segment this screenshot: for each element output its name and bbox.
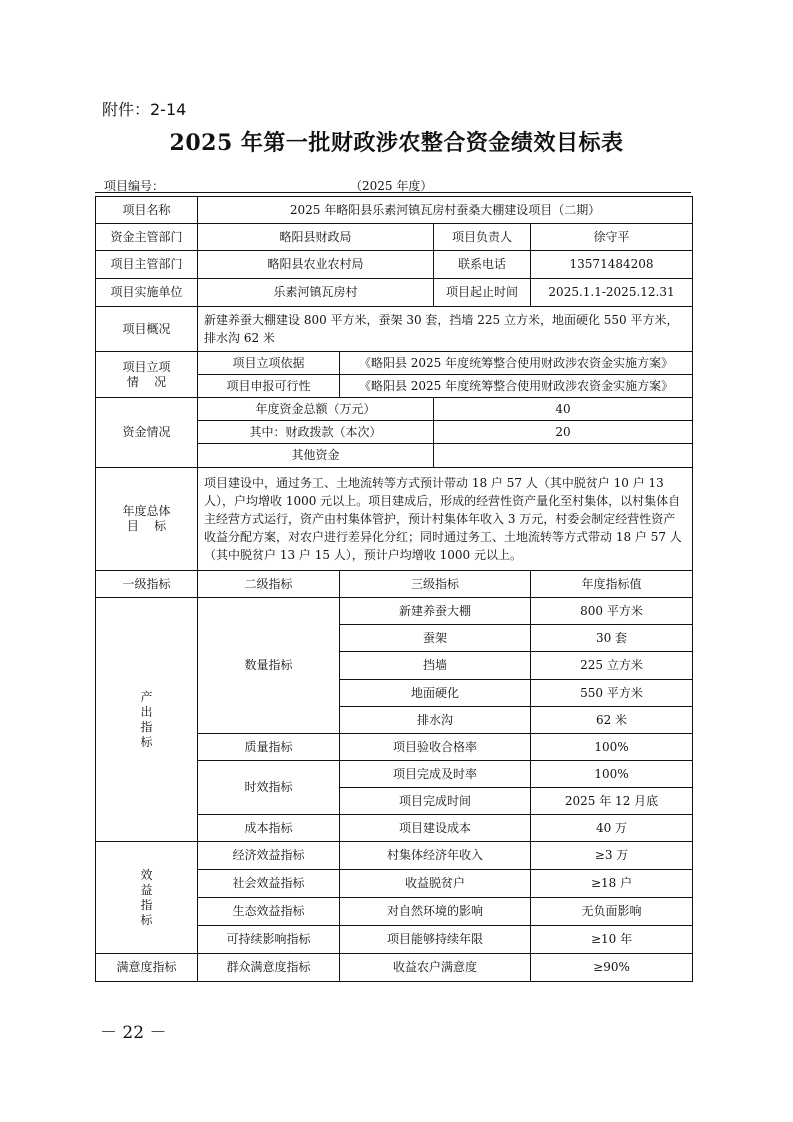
output-label-char: 标	[140, 734, 153, 749]
indicator-name: 项目建设成本	[340, 815, 531, 842]
satisfaction-level1-label: 满意度指标	[96, 954, 198, 982]
indicator-name: 村集体经济年收入	[340, 842, 531, 870]
page-title: 2025 年第一批财政涉农整合资金绩效目标表	[169, 130, 624, 156]
project-dept-value: 略阳县农业农村局	[198, 251, 434, 279]
annual-goal-value: 项目建设中，通过务工、土地流转等方式预计带动 18 户 57 人（其中脱贫户 10 户 13 人），户均增收 1000 元以上。项目建成后，形成的经营性资产量化至村集体，以村集体自主经营方式运行，资产由村集体管护，预计村集体年收入 3 万元，村委会制定经营性资产收益分配方案，对农户进行差异化分红；同时通过务工、土地流转等方式带动 18 户 57 人（其中脱贫户 13 户 15 人），预计户均增收 1000 元以上。	[198, 468, 693, 571]
approval-basis-value: 《略阳县 2025 年度统筹整合使用财政涉农资金实施方案》	[340, 352, 693, 375]
indicator-value: 30 套	[531, 625, 693, 652]
period-label: 项目起止时间	[434, 279, 531, 307]
other-funds-label: 其他资金	[198, 444, 434, 468]
table-row	[96, 842, 693, 870]
table-row	[96, 398, 693, 421]
indicator-name: 蚕架	[340, 625, 531, 652]
fiscal-funds-value: 20	[434, 421, 693, 444]
social-indicator-label: 社会效益指标	[198, 870, 340, 898]
indicator-name: 对自然环境的影响	[340, 898, 531, 926]
indicator-name: 项目验收合格率	[340, 734, 531, 761]
indicator-header-row	[96, 571, 693, 598]
indicator-name: 项目完成及时率	[340, 761, 531, 788]
eco-indicator-label: 生态效益指标	[198, 898, 340, 926]
page-number: － 22 －	[100, 1023, 167, 1043]
indicator-name: 项目能够持续年限	[340, 926, 531, 954]
project-name-label: 项目名称	[96, 197, 198, 224]
funds-label: 资金情况	[96, 398, 198, 468]
output-label-char: 出	[140, 704, 153, 719]
indicator-value: ≥18 户	[531, 870, 693, 898]
year-label: （2025 年度）	[350, 179, 433, 193]
phone-label: 联系电话	[434, 251, 531, 279]
impl-unit-label: 项目实施单位	[96, 279, 198, 307]
overview-label: 项目概况	[96, 307, 198, 352]
indicator-value: 225 立方米	[531, 652, 693, 680]
indicator-name: 地面硬化	[340, 680, 531, 707]
sustain-indicator-label: 可持续影响指标	[198, 926, 340, 954]
column-header: 三级指标	[340, 571, 531, 598]
indicator-value: 2025 年 12 月底	[531, 788, 693, 815]
output-indicator-label	[96, 598, 198, 842]
approval-basis-label: 项目立项依据	[198, 352, 340, 375]
leader-value: 徐守平	[531, 224, 693, 251]
indicator-value: 62 米	[531, 707, 693, 734]
project-dept-label: 项目主管部门	[96, 251, 198, 279]
benefit-label-char: 效	[140, 867, 153, 882]
indicator-name: 挡墙	[340, 652, 531, 680]
indicator-name: 收益脱贫户	[340, 870, 531, 898]
table-row	[96, 954, 693, 982]
timeliness-indicator-label: 时效指标	[198, 761, 340, 815]
indicator-value: 无负面影响	[531, 898, 693, 926]
column-header: 二级指标	[198, 571, 340, 598]
performance-target-table	[95, 196, 693, 982]
overview-value: 新建养蚕大棚建设 800 平方米，蚕架 30 套，挡墙 225 立方米，地面硬化 550 平方米，排水沟 62 米	[198, 307, 693, 352]
quantity-indicator-label: 数量指标	[198, 598, 340, 734]
leader-label: 项目负责人	[434, 224, 531, 251]
benefit-label-char: 标	[140, 912, 153, 927]
table-row	[96, 279, 693, 307]
attachment-label: 附件：2-14	[102, 100, 187, 119]
indicator-value: 40 万	[531, 815, 693, 842]
project-number-label: 项目编号：	[104, 179, 165, 193]
project-name-value: 2025 年略阳县乐素河镇瓦房村蚕桑大棚建设项目（二期）	[198, 197, 693, 224]
table-row	[96, 197, 693, 224]
approval-label	[96, 352, 198, 398]
table-row	[96, 224, 693, 251]
indicator-value: 800 平方米	[531, 598, 693, 625]
satisfaction-indicator-label: 群众满意度指标	[198, 954, 340, 982]
feasibility-value: 《略阳县 2025 年度统筹整合使用财政涉农资金实施方案》	[340, 375, 693, 398]
fiscal-funds-label: 其中：财政拨款（本次）	[198, 421, 434, 444]
fund-dept-label: 资金主管部门	[96, 224, 198, 251]
approval-label-line-1: 项目立项	[122, 359, 171, 374]
other-funds-value	[434, 444, 693, 468]
table-row	[96, 598, 693, 625]
benefit-indicator-label	[96, 842, 198, 954]
quality-indicator-label: 质量指标	[198, 734, 340, 761]
annual-goal-label	[96, 468, 198, 571]
total-funds-label: 年度资金总额（万元）	[198, 398, 434, 421]
phone-value: 13571484208	[531, 251, 693, 279]
indicator-name: 收益农户满意度	[340, 954, 531, 982]
fund-dept-value: 略阳县财政局	[198, 224, 434, 251]
indicator-value: 550 平方米	[531, 680, 693, 707]
indicator-name: 项目完成时间	[340, 788, 531, 815]
feasibility-label: 项目申报可行性	[198, 375, 340, 398]
cost-indicator-label: 成本指标	[198, 815, 340, 842]
impl-unit-value: 乐素河镇瓦房村	[198, 279, 434, 307]
header-divider	[95, 192, 691, 193]
indicator-value: ≥90%	[531, 954, 693, 982]
economic-indicator-label: 经济效益指标	[198, 842, 340, 870]
indicator-value: 100%	[531, 761, 693, 788]
benefit-label-char: 指	[140, 897, 153, 912]
output-label-char: 产	[140, 689, 153, 704]
output-label-char: 指	[140, 719, 153, 734]
annual-goal-label-line-1: 年度总体	[122, 504, 171, 518]
indicator-value: 100%	[531, 734, 693, 761]
total-funds-value: 40	[434, 398, 693, 421]
benefit-label-char: 益	[140, 882, 153, 897]
table-row	[96, 468, 693, 571]
column-header: 一级指标	[96, 571, 198, 598]
approval-label-line-2: 情 况	[126, 374, 167, 389]
table-row	[96, 251, 693, 279]
indicator-name: 排水沟	[340, 707, 531, 734]
indicator-value: ≥3 万	[531, 842, 693, 870]
column-header: 年度指标值	[531, 571, 693, 598]
indicator-value: ≥10 年	[531, 926, 693, 954]
annual-goal-label-line-2: 目 标	[126, 519, 167, 533]
indicator-name: 新建养蚕大棚	[340, 598, 531, 625]
period-value: 2025.1.1-2025.12.31	[531, 279, 693, 307]
table-row	[96, 307, 693, 352]
table-row	[96, 352, 693, 375]
